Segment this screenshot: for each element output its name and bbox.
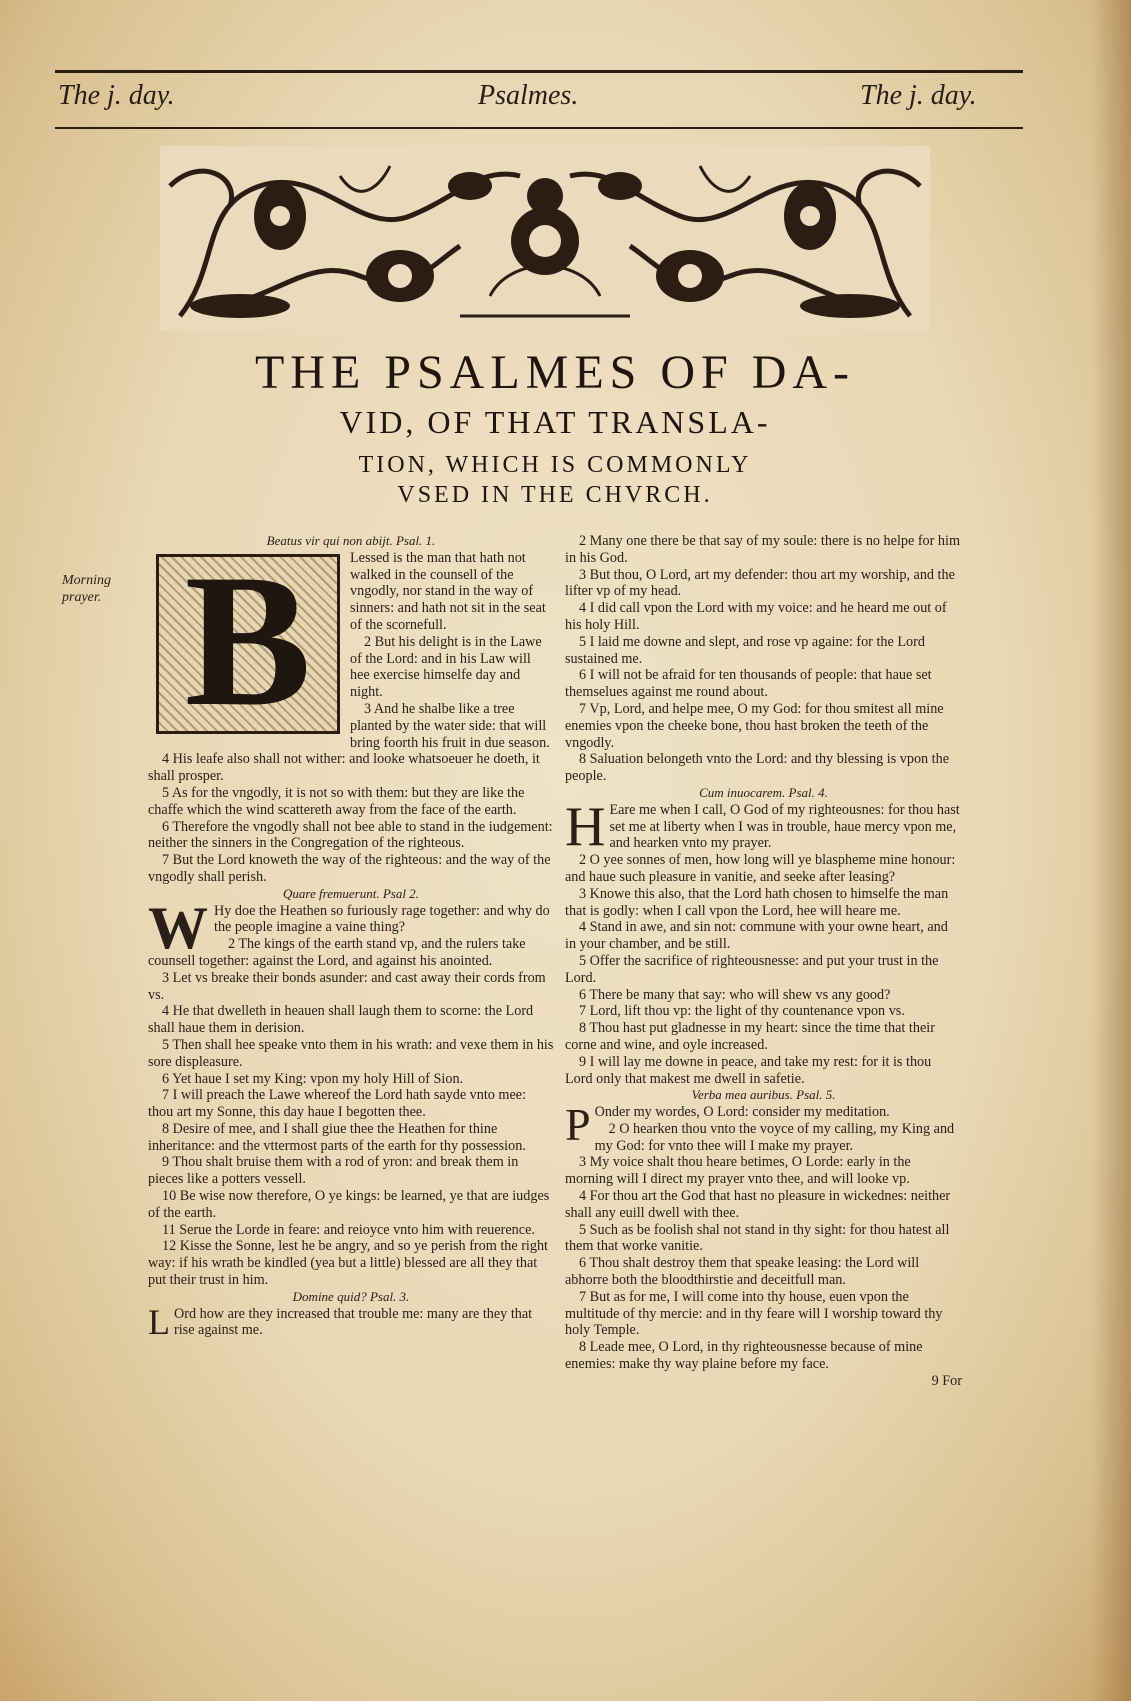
left-column: [148, 533, 554, 1342]
verse: 3 Knowe this also, that the Lord hath chosen to himselfe the man that is godly: when I call vpon the Lord, hee will heare me.: [565, 885, 949, 919]
verse: 7 Lord, lift thou vp: the light of thy countenance vpon vs.: [579, 1003, 905, 1020]
running-head-center: Psalmes.: [478, 80, 579, 111]
verse: 5 I laid me downe and slept, and rose vp againe: for the Lord sustained me.: [565, 633, 925, 667]
verse: 2 O hearken thou vnto the voyce of my calling, my King and my God: for vnto thee will I make my prayer.: [594, 1120, 955, 1154]
psalm-1-caption: Beatus vir qui non abijt. Psal. 1.: [266, 533, 436, 548]
verse: 4 His leafe also shall not wither: and looke whatsoeuer he doeth, it shall prosper.: [148, 751, 540, 785]
verse: 8 Leade mee, O Lord, in thy righteousnesse because of mine enemies: make thy way plaine before my face.: [565, 1339, 923, 1373]
verse: 5 As for the vngodly, it is not so with them: but they are like the chaffe which the wind scattereth away from the face of the earth.: [148, 784, 525, 818]
verse: 2 Many one there be that say of my soule: there is no helpe for him in his God.: [565, 533, 960, 566]
title-line-4: VSED IN THE CHVRCH.: [397, 482, 713, 508]
drop-cap-L: L: [148, 1301, 170, 1342]
verse: 5 Then shall hee speake vnto them in his wrath: and vexe them in his sore displeasure.: [148, 1036, 554, 1070]
verse: 3 But thou, O Lord, art my defender: thou art my worship, and the lifter vp of my head.: [565, 566, 955, 600]
verse: 2 O yee sonnes of men, how long will ye blaspheme mine honour: and haue such pleasure in vanitie, and seeke after leasing?: [565, 852, 956, 885]
verse: 6 Thou shalt destroy them that speake leasing: the Lord will abhorre both the bloodthirstie and deceitfull man.: [565, 1255, 920, 1289]
verse: 3 My voice shalt thou heare betimes, O Lorde: early in the morning will I direct my prayer vnto thee, and will looke vp.: [565, 1154, 911, 1188]
verse: 8 Saluation belongeth vnto the Lord: and thy blessing is vpon the people.: [565, 751, 950, 785]
title-line-1: THE PSALMES OF DA-: [254, 346, 856, 399]
verse: 4 Stand in awe, and sin not: commune with your owne heart, and in your chamber, and be still.: [565, 919, 948, 953]
verse: Eare me when I call, O God of my righteousnes: for thou hast set me at liberty when I was in trouble, haue mercy vpon me, and hearken vnto my prayer.: [609, 801, 960, 852]
verse: 11 Serue the Lorde in feare: and reioyce vnto him with reuerence.: [162, 1221, 535, 1238]
verse: 5 Offer the sacrifice of righteousnesse: and put your trust in the Lord.: [565, 952, 939, 986]
verse: 7 Vp, Lord, and helpe mee, O my God: for thou smitest all mine enemies vpon the cheeke bone, thou hast broken the teeth of the vngodly.: [565, 700, 944, 751]
ornamental-initial-B: [156, 535, 340, 746]
header-bottom-rule: [55, 127, 1023, 129]
verse: 8 Thou hast put gladnesse in my heart: since the time that their corne and wine, and oyle increased.: [565, 1020, 935, 1053]
verse: 2 But his delight is in the Lawe of the Lord: and in his Law will hee exercise himselfe day and night.: [350, 633, 542, 701]
verse: 6 Therefore the vngodly shall not bee able to stand in the iudgement: neither the sinners in the Congregation of the righteous.: [148, 818, 553, 852]
psalm-5-caption: Verba mea auribus. Psal. 5.: [691, 1087, 836, 1103]
verse: 10 Be wise now therefore, O ye kings: be learned, ye that are iudges of the earth.: [148, 1188, 550, 1221]
verse: 3 And he shalbe like a tree planted by the water side: that will bring foorth his fruit in due season.: [350, 700, 550, 751]
verse: 3 Let vs breake their bonds asunder: and cast away their cords from vs.: [148, 969, 546, 1003]
verse: 7 But as for me, I will come into thy house, euen vpon the multitude of thy mercie: and in thy feare will I worship toward thy holy Temple.: [565, 1288, 943, 1339]
verse: 4 For thou art the God that hast no pleasure in wickednes: neither shall any euill dwell with thee.: [565, 1188, 951, 1221]
verse: 6 I will not be afraid for ten thousands of people: that haue set themselues against me round about.: [565, 667, 932, 701]
verse: Ord how are they increased that trouble me: many are they that rise against me.: [174, 1305, 533, 1339]
verse: 2 The kings of the earth stand vp, and the rulers take counsell together: against the Lord, and against his anointed.: [148, 936, 526, 969]
right-column: [565, 533, 962, 1390]
verse: 4 He that dwelleth in heauen shall laugh them to scorne: the Lord shall haue them in derision.: [148, 1003, 534, 1037]
drop-cap-W: W: [148, 894, 208, 961]
drop-cap-H: H: [565, 795, 606, 858]
verse: 5 Such as be foolish shal not stand in thy sight: for thou hatest all them that worke vanitie.: [565, 1221, 950, 1255]
verse: 7 I will preach the Lawe whereof the Lord hath sayde vnto mee: thou art my Sonne, this day haue I begotten thee.: [148, 1087, 527, 1121]
verse: Onder my wordes, O Lord: consider my meditation.: [594, 1104, 890, 1121]
verse: 9 Thou shalt bruise them with a rod of yron: and break them in pieces like a potters vessell.: [148, 1154, 519, 1188]
verse: 8 Desire of mee, and I shall giue thee the Heathen for thine inheritance: and the vttermost parts of the earth for thy possession.: [148, 1120, 526, 1154]
margin-note: Morning prayer.: [62, 573, 111, 605]
title-line-2: VID, OF THAT TRANSLA-: [339, 404, 771, 440]
running-head-right: The j. day.: [860, 80, 977, 111]
verse: 6 There be many that say: who will shew vs any good?: [579, 986, 891, 1003]
verse: 4 I did call vpon the Lord with my voice: and he heard me out of his holy Hill.: [565, 600, 947, 633]
verse: 7 But the Lord knoweth the way of the righteous: and the way of the vngodly shall perish.: [148, 852, 551, 885]
drop-cap-P: P: [565, 1099, 591, 1151]
verse: Lessed is the man that hath not walked in the counsell of the vngodly, nor stand in the way of sinners: and hath not sit in the seat of the scornefull.: [350, 549, 546, 633]
header-top-rule: [55, 70, 1023, 73]
woodcut-headpiece-ornament: [160, 146, 930, 331]
running-head-left: The j. day.: [58, 80, 175, 111]
psalm-3-caption: Domine quid? Psal. 3.: [292, 1288, 410, 1304]
catchword: 9 For: [931, 1372, 962, 1389]
psalm-2-caption: Quare fremuerunt. Psal 2.: [283, 885, 419, 901]
title-line-3: TION, WHICH IS COMMONLY: [358, 452, 752, 478]
verse: 12 Kisse the Sonne, lest he be angry, and so ye perish from the right way: if his wrath be kindled (yea but a little) blessed are all they that put their trust in him.: [148, 1238, 548, 1289]
verse: 6 Yet haue I set my King: vpon my holy Hill of Sion.: [162, 1070, 464, 1087]
psalm-4-caption: Cum inuocarem. Psal. 4.: [699, 784, 828, 800]
verse: Hy doe the Heathen so furiously rage together: and why do the people imagine a vaine thing?: [214, 902, 550, 936]
initial-letter: B: [184, 535, 312, 746]
verse: 9 I will lay me downe in peace, and take my rest: for it is thou Lord only that makest me dwell in safetie.: [565, 1053, 932, 1087]
